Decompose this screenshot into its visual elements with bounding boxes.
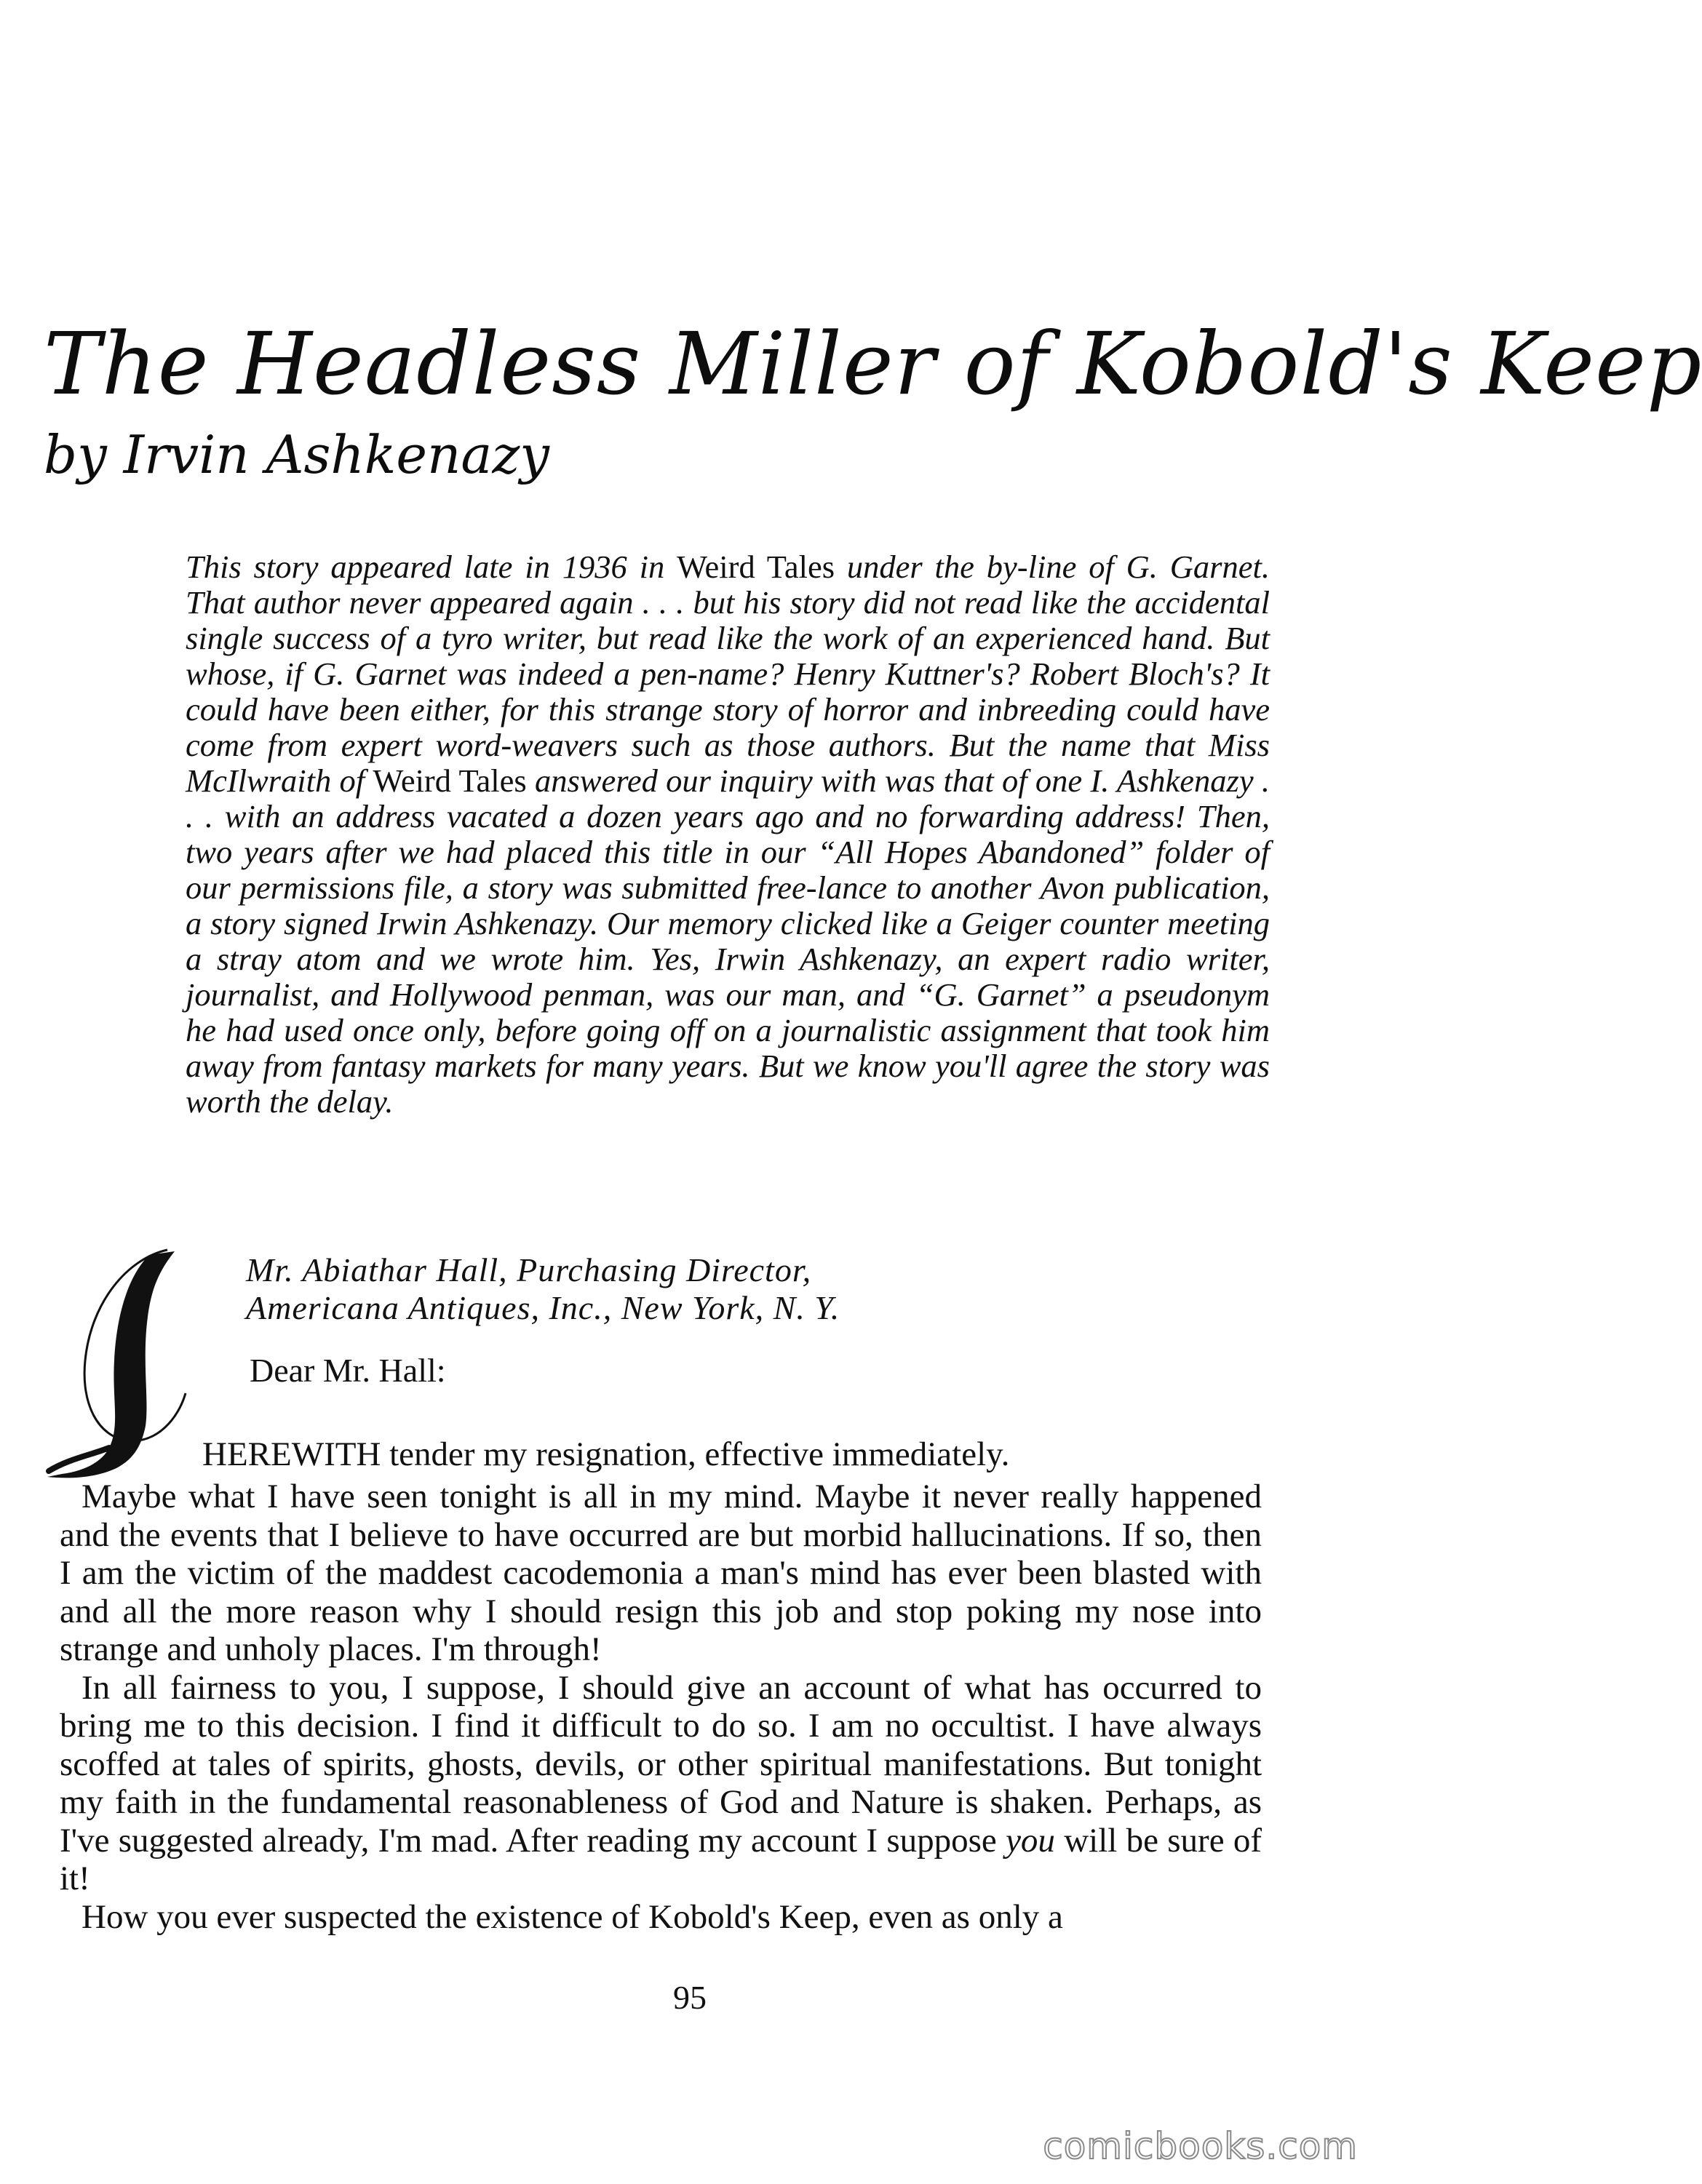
letter-address: [246, 1251, 840, 1327]
address-line: Mr. Abiathar Hall, Purchasing Director,: [246, 1251, 812, 1288]
intro-text-1: This story appeared late in 1936 in: [186, 549, 677, 585]
address-line: Americana Antiques, Inc., New York, N. Y.: [246, 1289, 840, 1326]
introduction-paragraph: [186, 549, 1270, 1120]
letter-first-line: HEREWITH tender my resignation, effective immediately.: [202, 1435, 1010, 1473]
emphasis-text: you: [1006, 1821, 1055, 1860]
story-byline: by Irvin Ashkenazy: [44, 424, 549, 485]
body-paragraph: Maybe what I have seen tonight is all in my mind. Maybe it never really happened and the events that I believe to have occurred are but morbid hallucinations. If so, then I am the victim of the maddest cacodemonia a man's mind has ever been blasted with and all the more reason why I should resign this job and stop poking my nose into strange and unholy places. I'm through!: [60, 1478, 1262, 1668]
drop-cap-letter: [40, 1237, 196, 1484]
intro-text-2: under the by-line of G. Garnet. That author never appeared again . . . but his story did not read like the accidental single success of a tyro writer, but read like the work of an experienced hand. But whose, if G. Garnet was indeed a pen-name? Henry Kuttner's? Robert Bloch's? It could have been either, for this strange story of horror and inbreeding could have come from expert word-weavers such as those authors. But the name that Miss McIlwraith of: [186, 549, 1270, 799]
body-paragraph: [60, 1669, 1262, 1898]
magazine-name: Weird Tales: [373, 762, 527, 799]
letter-body: [60, 1478, 1262, 1936]
story-title: The Headless Miller of Kobold's Keep: [44, 314, 1702, 414]
body-text: will be sure of it!: [60, 1821, 1262, 1897]
editorial-introduction: [186, 549, 1270, 1120]
body-text: In all fairness to you, I suppose, I should give an account of what has occurred to bring me to this decision. I find it difficult to do so. I am no occultist. I have always scoffed at tales of spirits, ghosts, devils, or other spiritual manifestations. But tonight my faith in the fundamental reasonableness of God and Nature is shaken. Perhaps, as I've suggested already, I'm mad. After reading my account I suppose: [60, 1668, 1262, 1860]
page-number: 95: [673, 1979, 707, 2016]
letter-salutation: Dear Mr. Hall:: [250, 1352, 446, 1389]
watermark-logo: comicbooks.com: [1043, 2125, 1358, 2167]
body-paragraph: How you ever suspected the existence of Kobold's Keep, even as only a: [81, 1897, 1063, 1936]
magazine-name: Weird Tales: [677, 549, 835, 585]
intro-text-3: answered our inquiry with was that of one I. Ashkenazy . . . with an address vacated a dozen years ago and no forwarding address! Then, two years after we had placed this title in our “All Hopes Abandoned” folder of our permissions file, a story was submitted free-lance to another Avon publication, a story signed Irwin Ashkenazy. Our memory clicked like a Geiger counter meeting a stray atom and we wrote him. Yes, Irwin Ashkenazy, an expert radio writer, journalist, and Hollywood penman, was our man, and “G. Garnet” a pseudonym he had used once only, before going off on a journalistic assignment that took him away from fantasy markets for many years. But we know you'll agree the story was worth the delay.: [186, 762, 1270, 1120]
